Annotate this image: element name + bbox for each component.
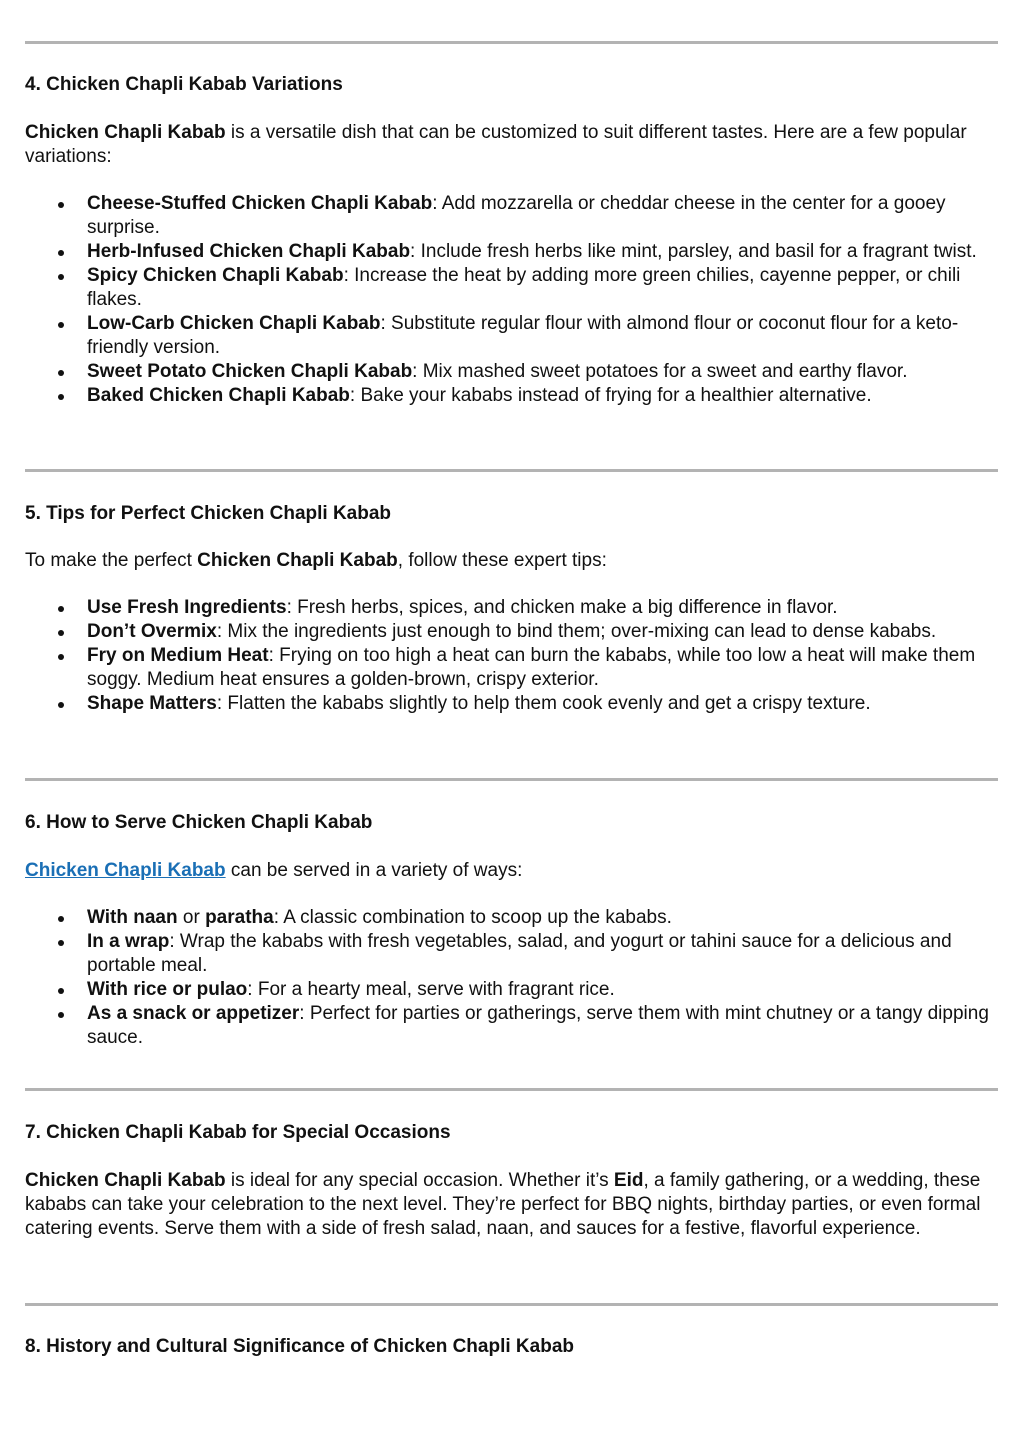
item-bold: Low-Carb Chicken Chapli Kabab [87, 313, 381, 334]
item-text: : Mix mashed sweet potatoes for a sweet and earthy flavor. [412, 361, 908, 382]
list-item [25, 978, 1000, 1002]
para-bold: Eid [613, 1170, 644, 1191]
intro-text: is a versatile dish that can be customized to suit different tastes. Here are a few popular variations: [25, 122, 967, 167]
intro-bold: Chicken Chapli Kabab [197, 550, 398, 571]
item-text: : A classic combination to scoop up the kababs. [273, 907, 672, 928]
item-bold: paratha [205, 907, 274, 928]
item-bold: Herb-Infused Chicken Chapli Kabab [87, 241, 411, 262]
item-text: : Flatten the kababs slightly to help them cook evenly and get a crispy texture. [216, 693, 871, 714]
item-bold: With naan [87, 907, 178, 928]
list-item [25, 596, 1000, 620]
section-divider [25, 778, 998, 781]
list-item [25, 644, 1000, 692]
list-item [25, 692, 1000, 716]
item-text: : Increase the heat by adding more green chilies, cayenne pepper, or chili flakes. [87, 265, 961, 310]
tips-list [25, 596, 1000, 716]
list-item [25, 930, 1000, 978]
serving-list [25, 906, 1000, 1050]
section-4-intro [25, 121, 1000, 169]
para-text: , a family gathering, or a wedding, these kababs can take your celebration to the next level. They’re perfect for BBQ nights, birthday parties, or even formal catering events. Serve them with a side of fresh salad, naan, and sauces for a festive, flavorful experience. [25, 1170, 981, 1239]
item-bold: As a snack or appetizer [87, 1003, 300, 1024]
intro-bold: Chicken Chapli Kabab [25, 122, 226, 143]
list-item [25, 906, 1000, 930]
item-bold: Don’t Overmix [87, 621, 217, 642]
item-text: : Perfect for parties or gatherings, serve them with mint chutney or a tangy dipping sauce. [87, 1003, 989, 1048]
list-item [25, 192, 1000, 240]
item-bold: Shape Matters [87, 693, 217, 714]
list-item [25, 360, 1000, 384]
item-bold: Cheese-Stuffed Chicken Chapli Kabab [87, 193, 433, 214]
section-divider [25, 469, 998, 472]
list-item [25, 620, 1000, 644]
item-text: : Frying on too high a heat can burn the kababs, while too low a heat will make them soggy. Medium heat ensures a golden-brown, crispy exterior. [87, 645, 976, 690]
list-item [25, 384, 1000, 408]
list-item [25, 1002, 1000, 1050]
item-text: : Bake your kababs instead of frying for a healthier alternative. [349, 385, 872, 406]
item-text: : For a hearty meal, serve with fragrant rice. [247, 979, 615, 1000]
section-8-heading: 8. History and Cultural Significance of Chicken Chapli Kabab [25, 1336, 574, 1357]
item-text: or [177, 907, 206, 928]
section-6-intro [25, 859, 1000, 883]
item-text: : Substitute regular flour with almond flour or coconut flour for a keto-friendly version. [87, 313, 959, 358]
section-6-heading: 6. How to Serve Chicken Chapli Kabab [25, 812, 373, 833]
item-text: : Include fresh herbs like mint, parsley, and basil for a fragrant twist. [410, 241, 977, 262]
item-bold: Spicy Chicken Chapli Kabab [87, 265, 344, 286]
section-7-heading: 7. Chicken Chapli Kabab for Special Occasions [25, 1122, 451, 1143]
item-text: : Add mozzarella or cheddar cheese in the center for a gooey surprise. [87, 193, 946, 238]
intro-text: , follow these expert tips: [397, 550, 607, 571]
list-item [25, 312, 1000, 360]
item-bold: Use Fresh Ingredients [87, 597, 287, 618]
item-bold: Fry on Medium Heat [87, 645, 269, 666]
intro-text: can be served in a variety of ways: [225, 860, 523, 881]
item-text: : Mix the ingredients just enough to bind them; over-mixing can lead to dense kababs. [216, 621, 937, 642]
item-text: : Wrap the kababs with fresh vegetables, salad, and yogurt or tahini sauce for a delicious and portable meal. [87, 931, 952, 976]
list-item [25, 264, 1000, 312]
item-bold: With rice or pulao [87, 979, 248, 1000]
list-item [25, 240, 1000, 264]
item-text: : Fresh herbs, spices, and chicken make a big difference in flavor. [286, 597, 838, 618]
section-divider [25, 1303, 998, 1306]
section-5-intro [25, 549, 1000, 573]
section-divider [25, 41, 998, 44]
section-divider [25, 1088, 998, 1091]
variations-list [25, 192, 1000, 408]
para-bold: Chicken Chapli Kabab [25, 1170, 226, 1191]
item-bold: Sweet Potato Chicken Chapli Kabab [87, 361, 413, 382]
section-5-heading: 5. Tips for Perfect Chicken Chapli Kabab [25, 503, 392, 524]
chicken-chapli-kabab-link[interactable]: Chicken Chapli Kabab [25, 860, 226, 881]
item-bold: In a wrap [87, 931, 170, 952]
para-text: is ideal for any special occasion. Whether it’s [225, 1170, 614, 1191]
item-bold: Baked Chicken Chapli Kabab [87, 385, 350, 406]
section-7-paragraph [25, 1169, 1000, 1241]
section-4-heading: 4. Chicken Chapli Kabab Variations [25, 74, 343, 95]
intro-text: To make the perfect [25, 550, 198, 571]
